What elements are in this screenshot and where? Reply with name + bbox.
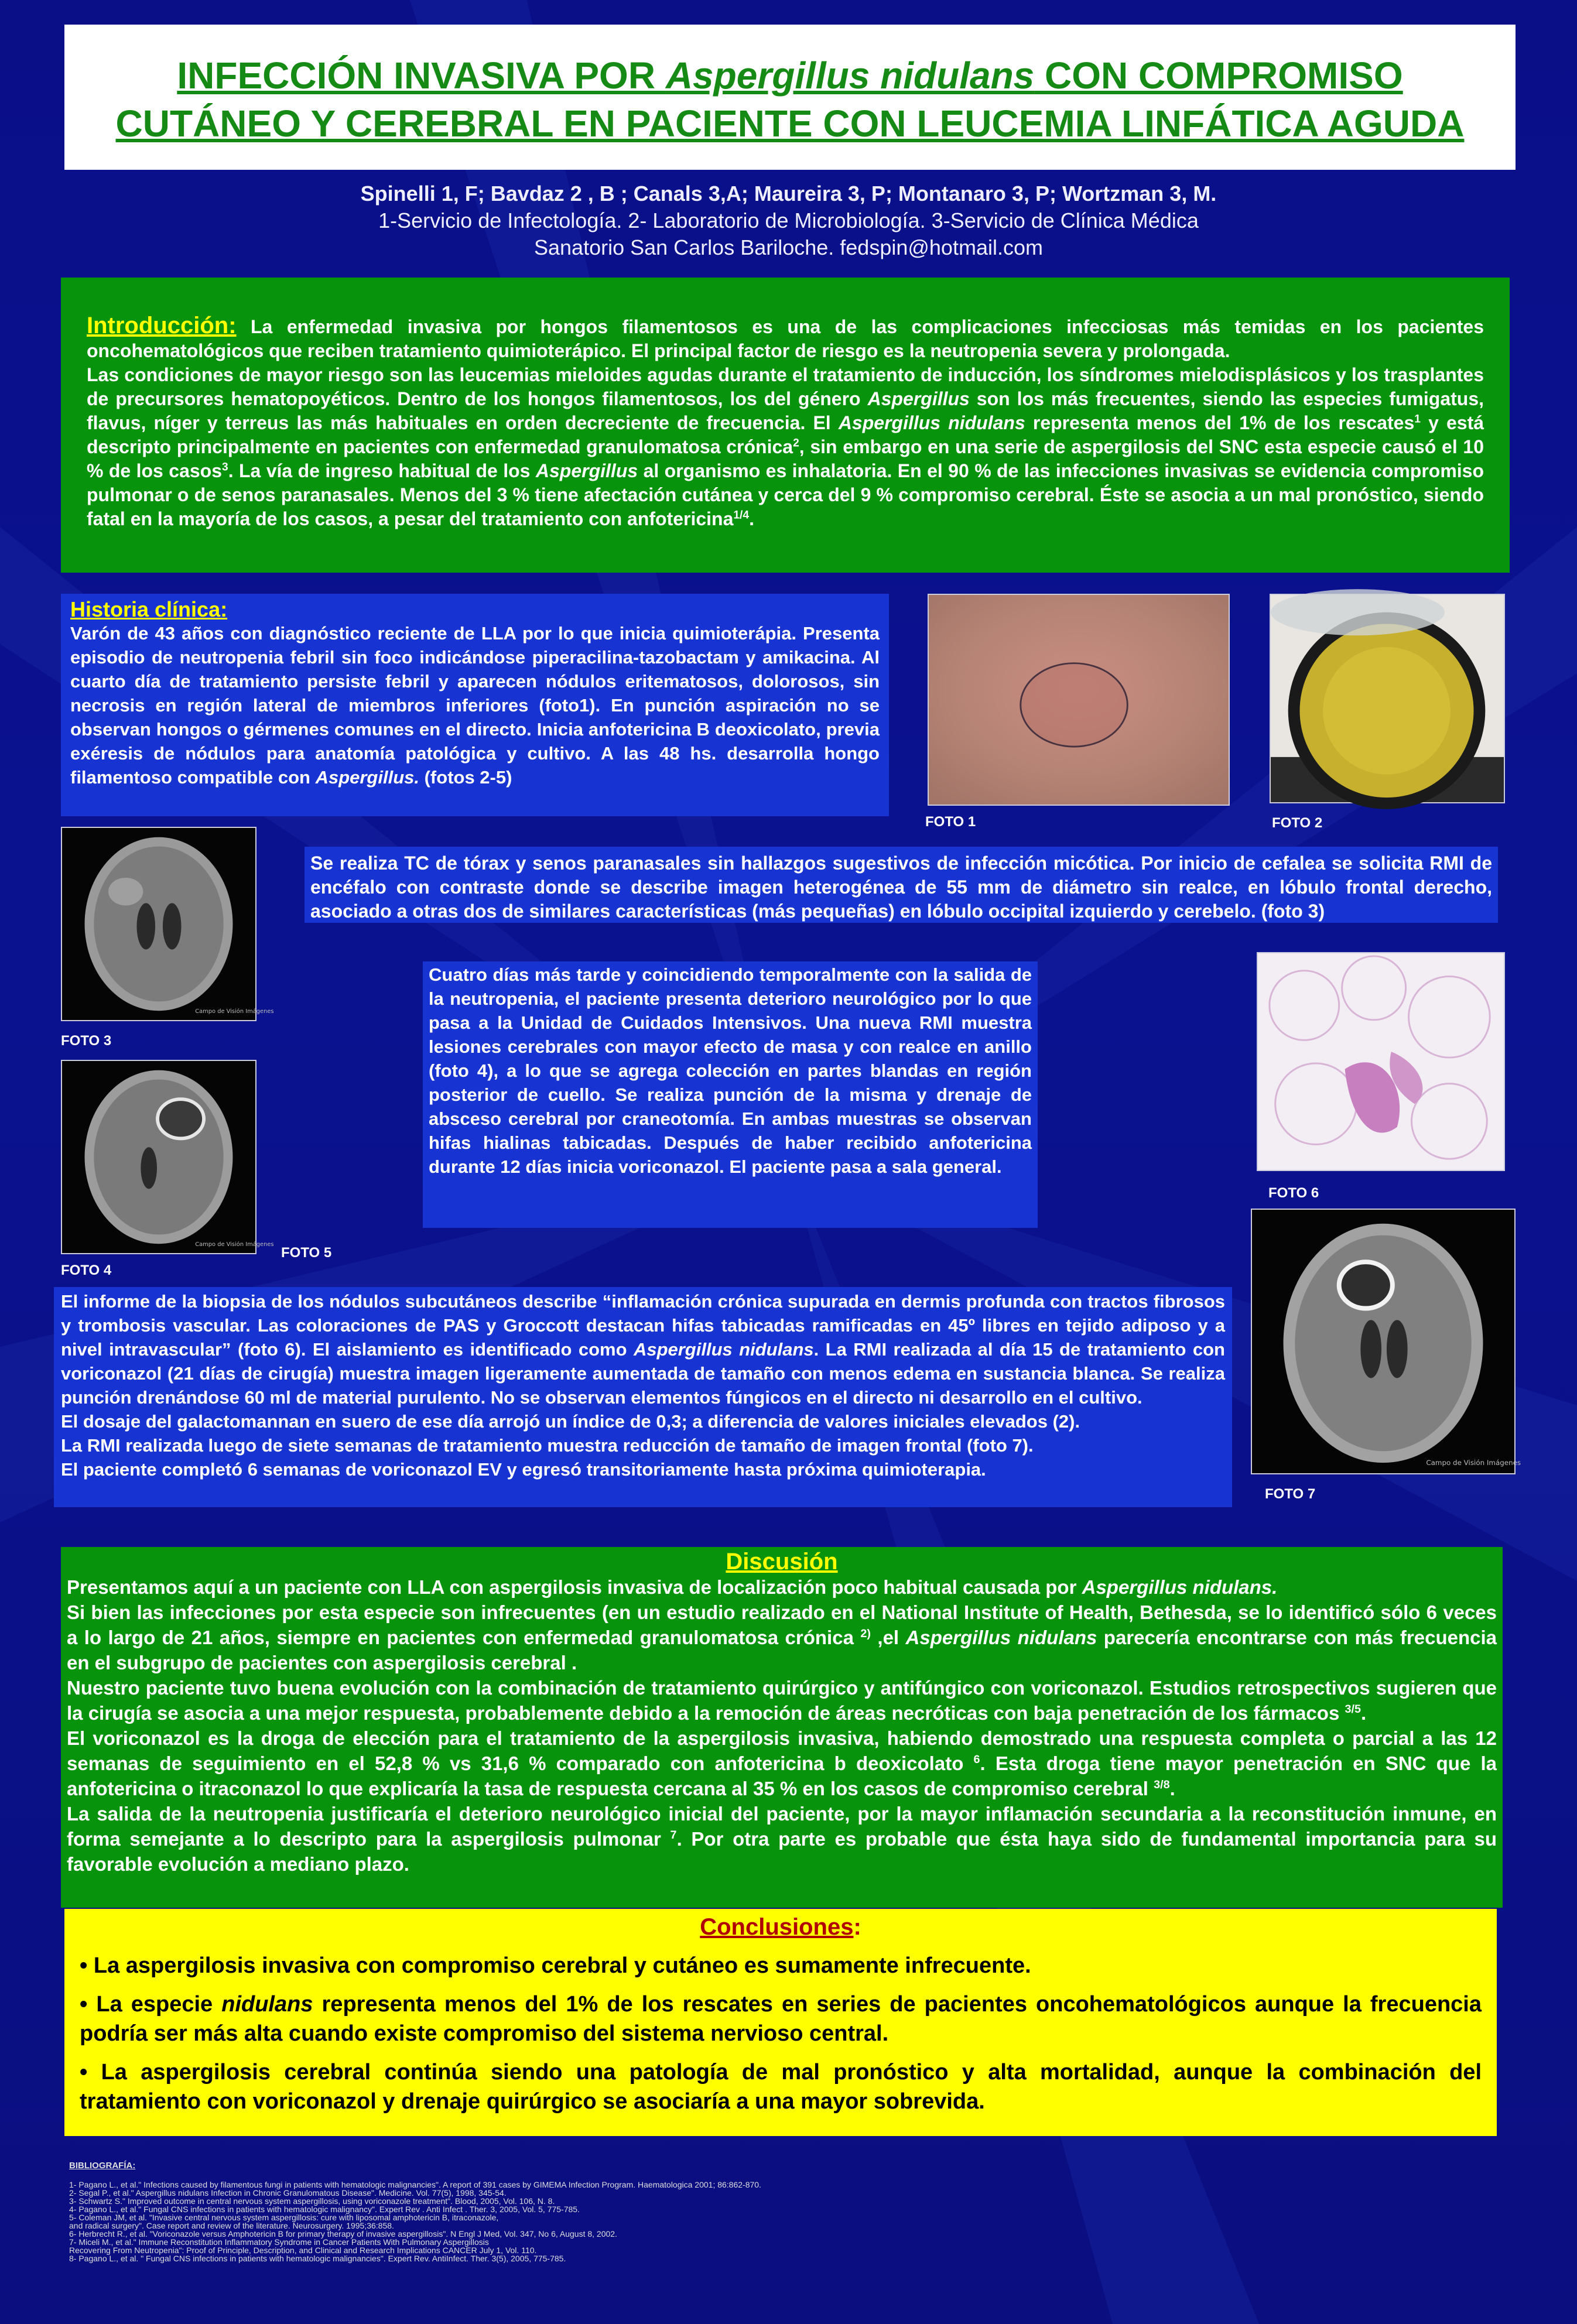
reference-item: 8- Pagano L., et al. " Fungal CNS infections in patients with hematologic malignancies". Expert Rev. AntiInfect. Ther. 3(5), 2005, 775-785. (69, 2254, 566, 2263)
introduction-panel: Introducción: La enfermedad invasiva por hongos filamentosos es una de las complicaciones infecciosas más temidas en los pacientes oncohematológicos que reciben tratamiento quimioterápico. El principal factor de riesgo es la neutropenia severa y prolongada. Las condiciones de mayor riesgo son las leucemias mieloides agudas durante el tratamiento de inducción, los síndromes mielodisplásicos y los trasplantes de precursores hematopoyéticos. Dentro de los hongos filamentosos, los del género Aspergillus son los más frecuentes, siendo las especies fumigatus, flavus, níger y terreus las más habituales en orden decreciente de frecuencia. El Aspergillus nidulans representa menos del 1% de los rescates$^1$ y está descripto principalmente en pacientes con enfermedad granulomatosa crónica$^2$, sin embargo en una serie de aspergilosis del SNC esta especie causó el 10 % de los casos$^3$. La vía de ingreso habitual de los Aspergillus al organismo es inhalatoria. En el 90 % de las infecciones invasivas se evidencia compromiso pulmonar o de senos paranasales. Menos del 3 % tiene afectación cutánea y cerca del 9 % compromiso cerebral. Éste se asocia a un mal pronóstico, siendo fatal en la mayoría de los casos, a pesar del tratamiento con anfotericina$^{1/4}$. (61, 278, 1510, 573)
discussion-panel: Discusión Presentamos aquí a un paciente con LLA con aspergilosis invasiva de localización poco habitual causada por Aspergillus nidulans. Si bien las infecciones por esta especie son infrecuentes (en un estudio realizado en el National Institute of Health, Bethesda, se lo identificó sólo 6 veces a lo largo de 21 años, siempre en pacientes con enfermedad granulomatosa crónica $^{2)}$ ,el Aspergillus nidulans parecería encontrarse con más frecuencia en el subgrupo de pacientes con aspergilosis cerebral . Nuestro paciente tuvo buena evolución con la combinación de tratamiento quirúrgico y antifúngico con voriconazol. Estudios retrospectivos sugieren que la cirugía se asocia a una mejor respuesta, probablemente debido a la remoción de áreas necróticas con baja penetración de los fármacos $^{3/5}$. El voriconazol es la droga de elección para el tratamiento de la aspergilosis invasiva, habiendo demostrado una respuesta completa o parcial a las 12 semanas de seguimiento en el 52,8 % vs 31,6 % comparado con anfotericina b deoxicolato $^6$. Esta droga tiene mayor penetración en SNC que la anfotericina o itraconazol lo que explicaría la tasa de respuesta cercana al 35 % en los casos de compromiso cerebral $^{3/8}$. La salida de la neutropenia justificaría el deterioro neurológico inicial del paciente, por la mayor inflamación secundaria a la reconstitución inmune, en forma semejante a lo descripto para la aspergilosis pulmonar $^7$. Por otra parte es probable que ésta haya sido de fundamental importancia para su favorable evolución a mediano plazo. (61, 1547, 1503, 1908)
institution: Sanatorio San Carlos Bariloche. fedspin@hotmail.com (534, 235, 1043, 259)
reference-item: and radical surgery". Case report and review of the literature. Neurosurgery. 1995;36:858. (69, 2221, 394, 2230)
clinical-history-panel: Historia clínica: Varón de 43 años con diagnóstico reciente de LLA por lo que inicia quimioterápia. Presenta episodio de neutropenia febril sin foco indicándose piperacilina-tazobactam y amikacina. Al cuarto día de tratamiento persiste febril y aparecen nódulos eritematosos, dolorosos, sin necrosis en región lateral de miembros inferiores (foto1). En punción aspiración no se observan hongos o gérmenes comunes en el directo. Inicia anfotericina B deoxicolato, previa exéresis de nódulos para anatomía patológica y cultivo. A las 48 hs. desarrolla hongo filamentoso compatible con Aspergillus. (fotos 2-5) (61, 594, 889, 816)
caption-foto-3: FOTO 3 (61, 1033, 112, 1049)
bibliography (69, 2162, 1475, 2263)
photo-3-brain-mri (61, 827, 274, 1021)
author-names: Spinelli 1, F; Bavdaz 2 , B ; Canals 3,A; Maureira 3, P; Montanaro 3, P; Wortzman 3, M. (360, 182, 1217, 206)
conclusion-item: • La especie nidulans representa menos del 1% de los rescates en series de pacientes oncohematológicos aunque la frecuencia podría ser más alta cuando existe compromiso del sistema nervioso central. (80, 1992, 1482, 2046)
imaging-findings-panel: Se realiza TC de tórax y senos paranasales sin hallazgos sugestivos de infección micótica. Por inicio de cefalea se solicita RMI de encéfalo con contraste donde se describe imagen heterogénea de 55 mm de diámetro sin realce, en lóbulo frontal derecho, asociado a otras dos de similares características (más pequeñas) en lóbulo occipital izquierdo y cerebelo. (foto 3) (305, 847, 1498, 923)
reference-item: 3- Schwartz S." Improved outcome in central nervous system aspergillosis, using voriconazole treatment". Blood, 2005, Vol. 106, N. 8. (69, 2196, 555, 2206)
mri-watermark: Campo de Visión Imágenes (195, 1008, 274, 1015)
caption-foto-5: FOTO 5 (281, 1245, 332, 1261)
neurological-deterioration-panel: Cuatro días más tarde y coincidiendo temporalmente con la salida de la neutropenia, el paciente presenta deterioro neurológico por lo que pasa a la Unidad de Cuidados Intensivos. Una nueva RMI muestra lesiones cerebrales con mayor efecto de masa y con realce en anillo (foto 4), a lo que se agrega colección en partes blandas en región posterior de cuello. Se realiza punción de la misma y drenaje de absceso cerebral por craneotomía. En ambas muestras se observan hifas hialinas tabicadas. Después de haber recibido anfotericina durante 12 días inicia voriconazol. El paciente pasa a sala general. (423, 961, 1038, 1228)
caption-foto-6: FOTO 6 (1268, 1185, 1319, 1201)
conclusions-heading: Conclusiones: (700, 1914, 861, 1940)
caption-foto-2: FOTO 2 (1272, 815, 1323, 831)
caption-foto-7: FOTO 7 (1265, 1486, 1316, 1502)
reference-item: 5- Coleman JM, et al. "Invasive central nervous system aspergillosis: cure with liposomal amphotericin B, itraconazole, (69, 2213, 499, 2222)
caption-foto-4: FOTO 4 (61, 1262, 112, 1278)
conclusions-panel (64, 1909, 1497, 2136)
biopsy-report-panel: El informe de la biopsia de los nódulos subcutáneos describe “inflamación crónica supurada en dermis profunda con tractos fibrosos y trombosis vascular. Las coloraciones de PAS y Groccott destacan hifas tabicadas ramificadas en 45º libres en tejido adiposo y a nivel intravascular” (foto 6). El aislamiento es identificado como Aspergillus nidulans. La RMI realizada al día 15 de tratamiento con voriconazol (21 días de cirugía) muestra imagen ligeramente aumentada de tamaño con menos edema en sustancia blanca. Se realiza punción drenándose 60 ml de material purulento. No se observan elementos fúngicos en el directo ni desarrollo en el cultivo. El dosaje del galactomannan en suero de ese día arrojó un índice de 0,3; a diferencia de valores iniciales elevados (2). La RMI realizada luego de siete semanas de tratamiento muestra reducción de tamaño de imagen frontal (foto 7). El paciente completó 6 semanas de voriconazol EV y egresó transitoriamente hasta próxima quimioterapia. (54, 1287, 1232, 1507)
authors-block (0, 180, 1577, 261)
affiliations: 1-Servicio de Infectología. 2- Laboratorio de Microbiología. 3-Servicio de Clínica Médica (378, 208, 1199, 232)
bibliography-heading: BIBLIOGRAFÍA: (69, 2161, 136, 2171)
reference-item: 1- Pagano L., et al." Infections caused by filamentous fungi in patients with hematologic malignancies". A report of 391 cases by GIMEMA Infection Program. Haematologica 2001; 86:862-870. (69, 2180, 761, 2189)
clinical-history-heading: Historia clínica: (70, 597, 228, 621)
reference-item: 7- Miceli M., et al." Immune Reconstitution Inflammatory Syndrome in Cancer Patients With Pulmonary Aspergillosis (69, 2237, 489, 2247)
mri-watermark: Campo de Visión Imágenes (195, 1241, 274, 1248)
photo-4-brain-mri (61, 1060, 274, 1254)
caption-foto-1: FOTO 1 (925, 814, 976, 830)
conclusion-item: • La aspergilosis invasiva con compromiso cerebral y cutáneo es sumamente infrecuente. (80, 1953, 1031, 1978)
photo-6-histology (1257, 952, 1505, 1171)
photo-7-brain-mri (1251, 1209, 1521, 1474)
reference-item: 6- Herbrecht R., et al. "Voriconazole versus Amphotericin B for primary therapy of invasive aspergillosis". N Engl J Med, Vol. 347, No 6, August 8, 2002. (69, 2229, 617, 2239)
reference-item: 2- Segal P., et al." Aspergillus nidulans Infection in Chronic Granulomatous Disease". Medicine. Vol. 77(5), 1998, 345-54. (69, 2188, 507, 2198)
discussion-heading: Discusión (726, 1549, 838, 1575)
conclusion-item: • La aspergilosis cerebral continúa siendo una patología de mal pronóstico y alta mortalidad, aunque la combinación del tratamiento con voriconazol y drenaje quirúrgico se asociaría a una mayor sobrevida. (80, 2060, 1482, 2114)
reference-item: Recovering From Neutropenia": Proof of Principle, Description, and Clinical and Research Implications CANCER July 1, Vol. 110. (69, 2246, 537, 2255)
reference-item: 4- Pagano L., et al." Fungal CNS infections in patients with hematologic malignancy". Expert Rev . Anti Infect . Ther. 3, 2005, Vol. 5, 775-785. (69, 2205, 580, 2214)
photo-1-skin-nodule (928, 594, 1230, 806)
photo-2-culture-plate (1270, 594, 1505, 803)
poster-title: INFECCIÓN INVASIVA POR Aspergillus nidulans CON COMPROMISO CUTÁNEO Y CEREBRAL EN PACIENTE CON LEUCEMIA LINFÁTICA AGUDA (64, 25, 1516, 170)
mri-watermark: Campo de Visión Imágenes (1426, 1459, 1521, 1467)
introduction-heading: Introducción: (87, 313, 237, 338)
